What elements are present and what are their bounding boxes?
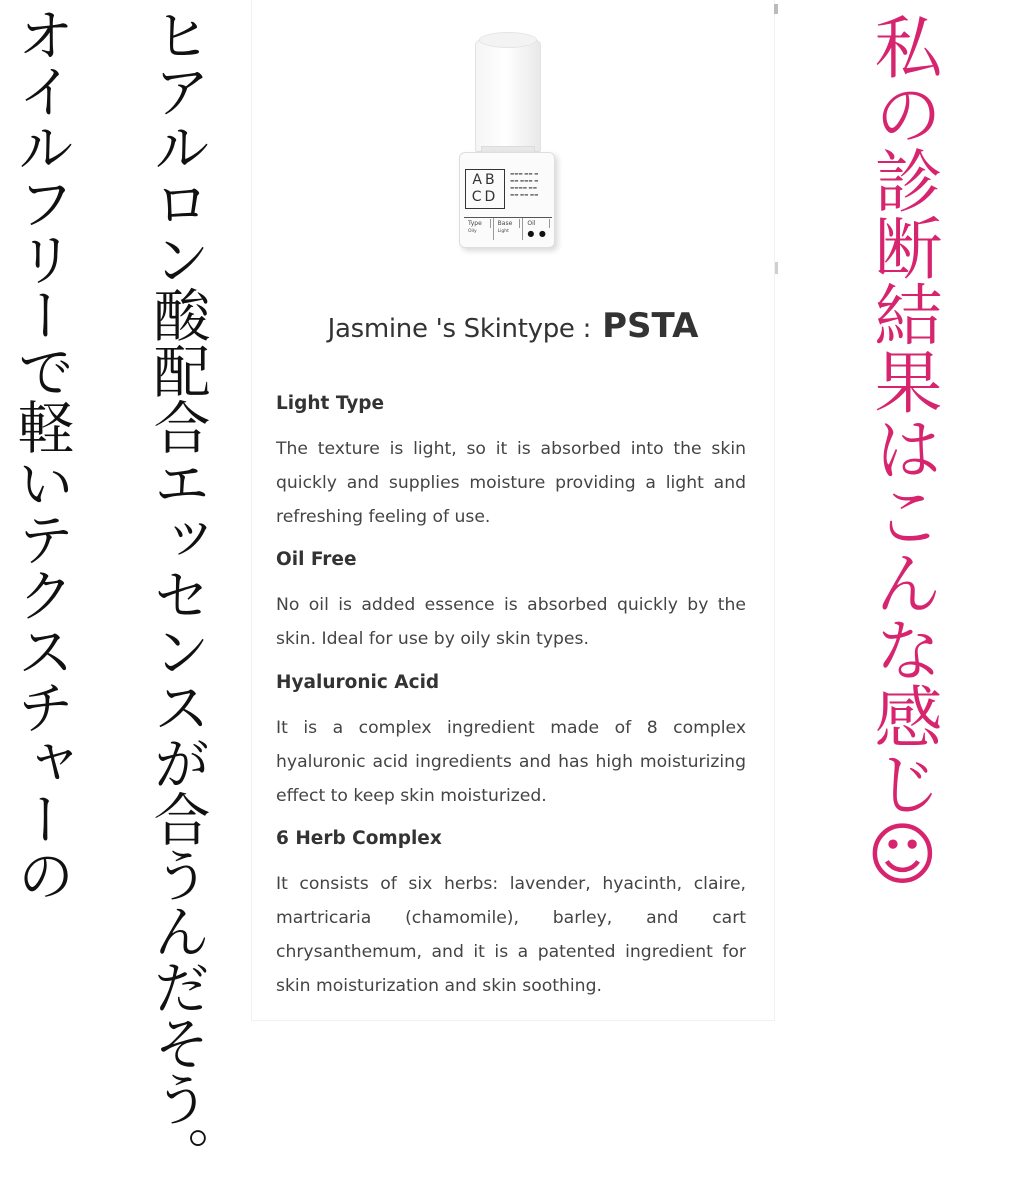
logo-line-2: CD <box>471 189 499 205</box>
product-logo <box>465 169 505 209</box>
bottle-cap-top <box>479 32 537 48</box>
chart-type <box>464 218 494 240</box>
section-title-herb-complex: 6 Herb Complex <box>276 828 442 849</box>
caption-column-1: オイルフリーで軽いテクスチャーの <box>8 6 74 902</box>
skintype-value: PSTA <box>602 306 699 346</box>
section-body-light-type: The texture is light, so it is absorbed into the skin quickly and supplies moisture providing a light and refreshing feeling of use. <box>276 439 746 527</box>
chart-base <box>494 218 524 240</box>
logo-line-1: AB <box>472 172 498 188</box>
section-body-hyaluronic-acid: It is a complex ingredient made of 8 complex hyaluronic acid ingredients and has high moisturizing effect to keep skin moisturized. <box>276 718 746 806</box>
chart-oil <box>523 218 552 240</box>
section-title-oil-free: Oil Free <box>276 549 357 570</box>
skintype-heading <box>252 306 774 346</box>
chart-type-value: Oily <box>468 229 477 234</box>
skintype-label: Jasmine 's Skintype : <box>327 314 592 344</box>
caption-column-pink: 私の診断結果はこんな感じ☺ <box>863 12 942 894</box>
bottle-cap <box>475 40 541 152</box>
bottle-label <box>459 152 555 248</box>
chart-oil-dots: ● ● <box>527 229 547 238</box>
section-title-hyaluronic-acid: Hyaluronic Acid <box>276 672 440 693</box>
edge-marker <box>775 262 778 274</box>
label-chart <box>464 217 552 240</box>
chart-oil-label: Oil <box>525 219 550 228</box>
chart-base-label: Base <box>496 219 521 228</box>
label-fine-print: ▬▬▬ ▬▬ ▬ ▬▬ ▬▬▬ ▬ ▬▬▬▬ ▬▬ ▬▬ ▬▬ ▬▬ <box>510 172 539 198</box>
skintype-result-card <box>252 0 774 1020</box>
chart-type-label: Type <box>466 219 491 228</box>
section-body-herb-complex: It consists of six herbs: lavender, hyacinth, claire, martricaria (chamomile), barley, and cart chrysanthemum, and it is a patented ingredient for skin moisturization and skin soothing. <box>276 874 746 996</box>
chart-base-value: Light <box>497 229 509 234</box>
caption-column-2: ヒアルロン酸配合エッセンスが合うんだそう。 <box>144 6 210 1182</box>
section-body-oil-free: No oil is added essence is absorbed quickly by the skin. Ideal for use by oily skin types. <box>276 595 746 649</box>
product-bottle-image <box>457 28 557 250</box>
edge-marker <box>774 4 778 14</box>
section-title-light-type: Light Type <box>276 393 385 414</box>
